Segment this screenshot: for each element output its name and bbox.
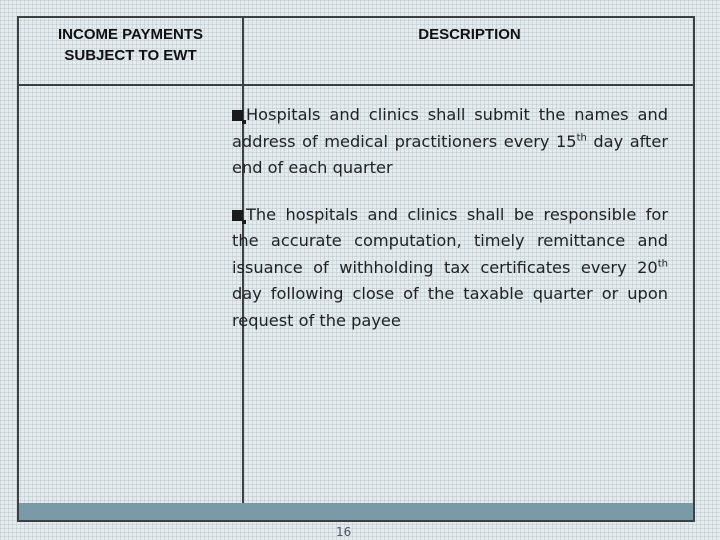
table-header-row — [19, 18, 693, 86]
header-left-line1: INCOME PAYMENTS — [57, 26, 204, 43]
bullet-item — [232, 102, 668, 182]
square-bullet-icon — [232, 110, 243, 121]
square-bullet-icon — [232, 210, 243, 221]
bullet-text-start: Hospitals and clinics shall submit the names and address of medical practitioners every 15 — [232, 105, 668, 151]
footer-bar — [19, 503, 693, 520]
ordinal-suffix: th — [576, 132, 587, 144]
bullet-text-end: day after end of each quarter — [232, 131, 668, 177]
ordinal-suffix: th — [657, 258, 668, 270]
bullet-text-end: day following close of the taxable quarter or upon request of the payee — [232, 284, 668, 330]
header-description: DESCRIPTION — [418, 26, 521, 43]
description-content — [232, 102, 668, 354]
bullet-text-start: The hospitals and clinics shall be responsible for the accurate computation, timely remittance and issuance of withholding tax certificates every 20 — [232, 204, 668, 277]
bullet-item — [232, 202, 668, 335]
page-number: 16 — [336, 525, 352, 539]
header-left-line2: SUBJECT TO EWT — [64, 47, 197, 64]
header-income-payments — [19, 24, 242, 66]
